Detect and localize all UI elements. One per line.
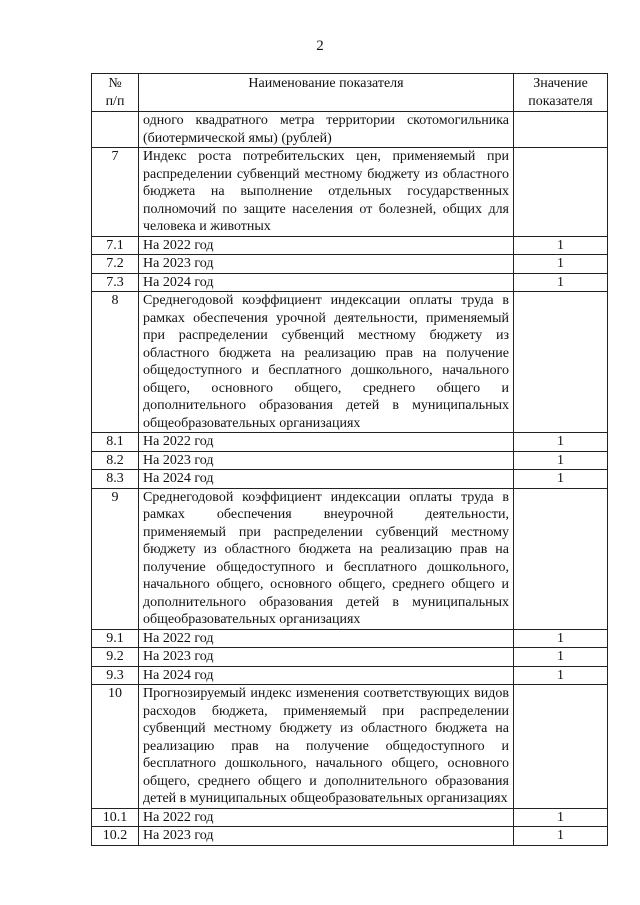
table-body [92,112,608,846]
row-indicator-value-cell: 1 [514,827,608,846]
table-row [92,273,608,292]
header-number-line2: п/п [105,93,125,109]
row-indicator-value-cell: 1 [514,451,608,470]
table-row [92,451,608,470]
row-indicator-name-cell: Среднегодовой коэффициент индексации оплаты труда в рамках обеспечения урочной деятельности, применяемый при распределении субвенций местному бюджету из областного бюджета на реализацию прав на получение общедоступного и бесплатного дошкольного, начального общего, основного общего, среднего общего и дополнительного образования детей в муниципальных общеобразовательных организациях [139,292,514,433]
indicator-table [91,73,608,846]
row-number-cell: 9.2 [92,648,139,667]
row-indicator-name-cell: На 2024 год [139,470,514,489]
row-number-cell: 9 [92,488,139,629]
row-indicator-name-cell: На 2022 год [139,808,514,827]
row-number-cell: 7 [92,148,139,237]
header-value-line1: Значение [533,76,588,91]
row-indicator-value-cell [514,112,608,148]
row-indicator-name-cell: На 2023 год [139,255,514,274]
row-number-cell: 8.1 [92,433,139,452]
table-row [92,148,608,237]
row-indicator-value-cell: 1 [514,666,608,685]
header-number-line1: № [108,76,122,91]
row-number-cell: 8.3 [92,470,139,489]
row-indicator-value-cell: 1 [514,629,608,648]
table-row [92,433,608,452]
row-indicator-name-cell: На 2022 год [139,629,514,648]
row-indicator-value-cell: 1 [514,648,608,667]
row-indicator-value-cell: 1 [514,433,608,452]
row-indicator-name-cell: Среднегодовой коэффициент индексации оплаты труда в рамках обеспечения внеурочной деятельности, применяемый при распределении субвенций местному бюджету из областного бюджета на реализацию прав на получение общедоступного и бесплатного дошкольного, начального общего, основного общего, среднего общего и дополнительного образования детей в муниципальных общеобразовательных организациях [139,488,514,629]
row-indicator-name-cell: На 2024 год [139,273,514,292]
row-indicator-value-cell [514,685,608,809]
row-number-cell: 7.1 [92,236,139,255]
row-number-cell: 10.2 [92,827,139,846]
header-indicator-name-text: Наименование показателя [248,76,404,91]
table-row [92,827,608,846]
row-indicator-value-cell [514,488,608,629]
header-number [92,74,139,112]
row-number-cell: 7.2 [92,255,139,274]
row-number-cell: 9.1 [92,629,139,648]
table-row [92,236,608,255]
row-number-cell: 7.3 [92,273,139,292]
row-indicator-name-cell: На 2023 год [139,648,514,667]
row-indicator-name-cell: На 2023 год [139,827,514,846]
table-row [92,255,608,274]
row-number-cell: 10.1 [92,808,139,827]
row-number-cell: 8 [92,292,139,433]
row-indicator-name-cell: одного квадратного метра территории скотомогильника (биотермической ямы) (рублей) [139,112,514,148]
table-row [92,488,608,629]
row-indicator-name-cell: На 2023 год [139,451,514,470]
table-row [92,685,608,809]
row-indicator-name-cell: На 2022 год [139,433,514,452]
row-indicator-value-cell: 1 [514,273,608,292]
row-indicator-name-cell: Прогнозируемый индекс изменения соответствующих видов расходов бюджета, применяемый при распределении субвенций местному бюджету из областного бюджета на реализацию прав на получение общедоступного и бесплатного дошкольного, начального общего, основного общего, среднего общего и дополнительного образования детей в муниципальных общеобразовательных организациях [139,685,514,809]
row-indicator-value-cell: 1 [514,236,608,255]
header-indicator-name [139,74,514,112]
row-indicator-value-cell: 1 [514,470,608,489]
table-row [92,470,608,489]
row-indicator-name-cell: На 2024 год [139,666,514,685]
table-row [92,808,608,827]
row-number-cell: 8.2 [92,451,139,470]
table-row [92,292,608,433]
row-indicator-name-cell: На 2022 год [139,236,514,255]
row-indicator-value-cell [514,148,608,237]
header-value-line2: показателя [528,93,593,109]
row-number-cell: 9.3 [92,666,139,685]
row-indicator-name-cell: Индекс роста потребительских цен, применяемый при распределении субвенций местному бюджету из областного бюджета на выполнение отдельных государственных полномочий по защите населения от болезней, общих для человека и животных [139,148,514,237]
table-row [92,629,608,648]
table-header-row [92,74,608,112]
header-indicator-value [514,74,608,112]
row-number-cell [92,112,139,148]
row-indicator-value-cell: 1 [514,808,608,827]
table-row [92,666,608,685]
row-indicator-value-cell: 1 [514,255,608,274]
table-row [92,648,608,667]
table-row [92,112,608,148]
row-number-cell: 10 [92,685,139,809]
row-indicator-value-cell [514,292,608,433]
page-number: 2 [316,38,324,54]
